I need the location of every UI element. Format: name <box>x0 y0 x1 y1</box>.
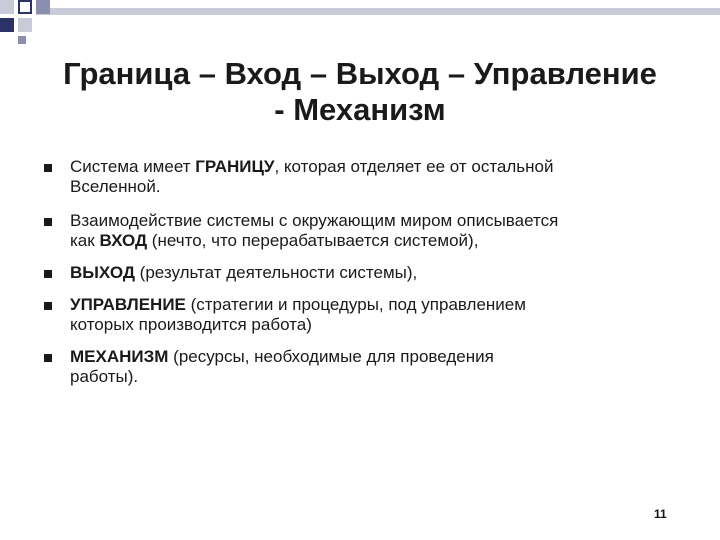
bullet-keyword: ГРАНИЦУ <box>195 157 275 176</box>
bullet-item <box>40 157 690 197</box>
bullet-item <box>40 211 690 251</box>
slide-title <box>20 56 700 128</box>
bullet-item <box>40 295 690 335</box>
slide-title-line-2: - Механизм <box>274 92 446 127</box>
bullet-text-fragment: (результат деятельности системы), <box>134 263 418 282</box>
bullet-text-fragment: (ресурсы, необходимые для проведения <box>168 347 494 366</box>
bullet-keyword: УПРАВЛЕНИЕ <box>70 295 186 314</box>
bullet-text-fragment: как <box>70 231 100 250</box>
bullet-text-fragment: Вселенной. <box>70 177 161 196</box>
bullet-square-icon <box>44 164 52 172</box>
bullet-square-icon <box>44 270 52 278</box>
bullet-text <box>70 157 690 197</box>
bullet-square-icon <box>44 354 52 362</box>
bullet-keyword: ВЫХОД <box>70 263 135 282</box>
page-number: 11 <box>654 507 667 521</box>
deco-square-4 <box>0 18 14 32</box>
bullet-text <box>70 347 690 387</box>
header-decoration <box>0 0 720 48</box>
deco-square-3 <box>36 0 50 14</box>
bullet-item <box>40 263 690 283</box>
deco-square-2 <box>18 0 32 14</box>
deco-square-5 <box>18 18 32 32</box>
deco-square-1 <box>0 0 14 14</box>
bullet-text <box>70 211 690 251</box>
bullet-text-fragment: работы). <box>70 367 139 386</box>
bullet-text <box>70 263 690 283</box>
bullet-list <box>40 157 690 387</box>
bullet-text <box>70 295 690 335</box>
slide-title-line-1: Граница – Вход – Выход – Управление <box>63 56 657 91</box>
bullet-square-icon <box>44 302 52 310</box>
bullet-square-icon <box>44 218 52 226</box>
bullet-text-fragment: , которая отделяет ее от остальной <box>274 157 554 176</box>
bullet-text-fragment: которых производится работа) <box>70 315 312 334</box>
bullet-text-fragment: Взаимодействие системы с окружающим миром описывается <box>70 211 559 230</box>
bullet-text-fragment: (стратегии и процедуры, под управлением <box>185 295 526 314</box>
bullet-item <box>40 347 690 387</box>
bullet-text-fragment: Система имеет <box>70 157 196 176</box>
bullet-keyword: МЕХАНИЗМ <box>70 347 169 366</box>
bullet-keyword: ВХОД <box>99 231 148 250</box>
header-line <box>36 8 720 15</box>
deco-square-6 <box>18 36 26 44</box>
bullet-text-fragment: (нечто, что перерабатывается системой), <box>147 231 479 250</box>
